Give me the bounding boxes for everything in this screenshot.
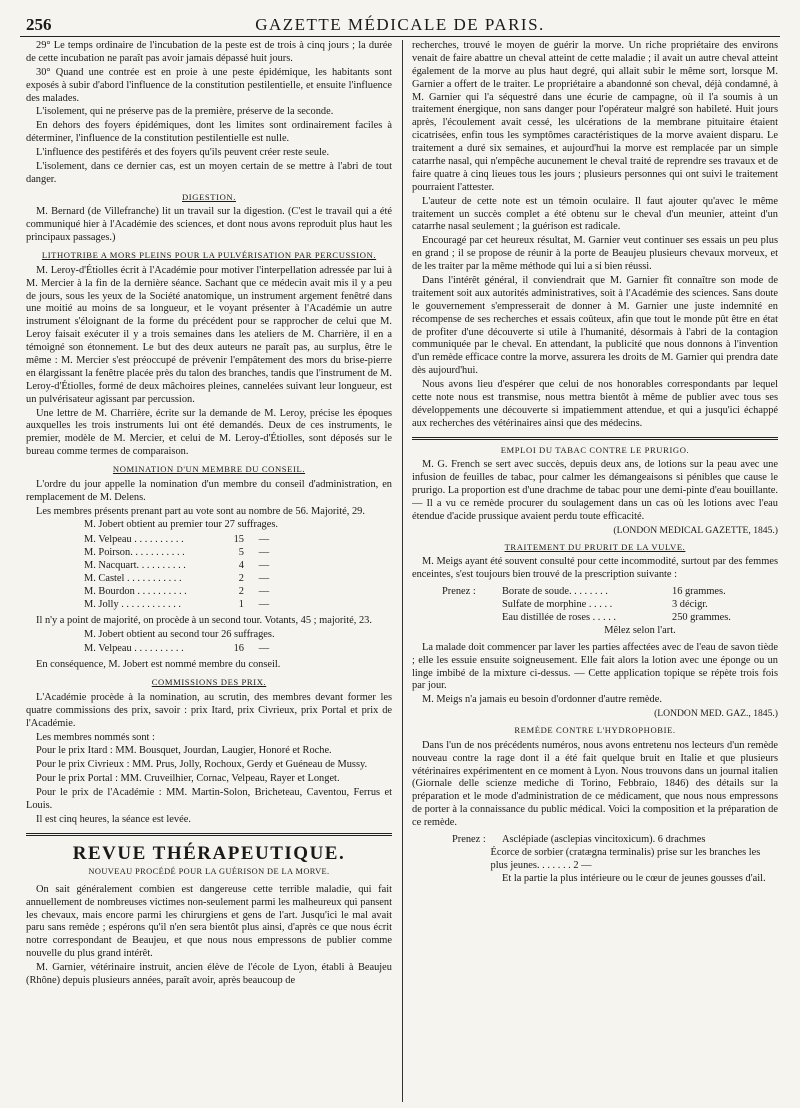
prescription-row [502,599,778,612]
paragraph: L'isolement, qui ne préserve pas de la première, préserve de la seconde. [36,106,334,118]
vote-list-second-round [84,643,392,656]
page-header [20,10,780,37]
section-rule [412,437,778,440]
ditto-mark: — [258,560,270,572]
vote-second-round-intro: M. Jobert obtient au second tour 26 suffrages. [84,628,275,640]
section-title-digestion: DIGESTION. [182,191,236,202]
paragraph: M. Leroy-d'Étiolles écrit à l'Académie pour motiver l'interpellation adressée par lui à M. Mercier à la fin de la dernière séance. Sachant que ce médecin avait mis il y a peu de jours, sous les yeux de la Société anatomique, un instrument argement fenêtré dans une moitié au moins de sa longueur, et le voyant présenter à l'Académie un autre instrument s'éloignant de la forme du précédent pour se rapprocher de celui que M. Leroy faisait exécuter il y a trois semaines dans les ateliers de M. Charrière, il en a témoigné son étonnement. Le but des deux auteurs ne paraît pas, au surplus, être le même : M. Mercier s'est préoccupé de prévenir l'empâtement des mors du brise-pierre en élargissant la fenêtre placée près du talon des branches, tandis que l'instrument de M. Leroy-d'Étiolles, formé de deux mâchoires pleines, cannelées suivant leur longueur, est un pulvérisateur agissant par percussion. [26,264,392,405]
candidate-name: M. Poirson. . . . . . . . . . . [84,547,185,559]
section-title-prurit: TRAITEMENT DU PRURIT DE LA VULVE. [504,541,686,552]
candidate-name: M. Castel . . . . . . . . . . . [84,573,182,585]
vote-row [84,560,314,573]
ditto-mark: — [258,585,270,597]
candidate-name: M. Jolly . . . . . . . . . . . . [84,598,181,610]
paragraph: Encouragé par cet heureux résultat, M. Garnier veut continuer ses essais un peu plus en grand ; il se propose de réunir à la porte de Beaujeu plusieurs chevaux morveux, et de les traiter par la même méthode qui lui a si bien réussi. [412,235,778,273]
prescription-row [502,586,778,599]
ditto-mark: — [258,643,270,655]
ingredient-row [452,873,778,886]
vote-list-first-round [84,534,392,611]
paragraph: Les membres présents prenant part au vote sont au nombre de 56. Majorité, 29. [36,505,365,517]
vote-row [84,573,314,586]
candidate-name: M. Bourdon . . . . . . . . . . [84,585,187,597]
section-title-lithotribe: LITHOTRIBE A MORS PLEINS POUR LA PULVÉRISATION PAR PERCUSSION. [41,250,377,261]
section-title-tabac: EMPLOI DU TABAC CONTRE LE PRURIGO. [500,444,690,455]
ditto-mark: — [258,573,270,585]
paragraph: Il n'y a point de majorité, on procède à un second tour. Votants, 45 ; majorité, 23. [36,614,372,626]
paragraph: L'Académie procède à la nomination, au scrutin, des membres devant former les quatre commissions des prix, savoir : prix Itard, prix Civrieux, prix Portal et prix de l'Académie. [26,691,392,729]
revue-title: REVUE THÉRAPEUTIQUE. [72,842,346,864]
section-rule [26,833,392,836]
paragraph: M. Garnier, vétérinaire instruit, ancien élève de l'école de Lyon, établi à Beaujeu (Rhône) depuis plusieurs années, paraît avoir, après beaucoup de [26,962,392,987]
ditto-mark: — [258,534,270,546]
paragraph: Les membres nommés sont : [36,731,155,743]
source-citation: (LONDON MED. GAZ., 1845.) [654,708,778,720]
paragraph: 30° Quand une contrée est en proie à une peste épidémique, les habitants sont exposés à subir d'abord l'influence de la constitution pestilentielle, et ensuite l'influence des malades. [26,66,392,104]
journal-title: GAZETTE MÉDICALE DE PARIS. [255,15,545,34]
section-title-nomination: NOMINATION D'UN MEMBRE DU CONSEIL. [112,464,306,475]
ingredient-row [452,834,778,847]
prescription-label: Prenez : [442,586,476,598]
section-title-prix: COMMISSIONS DES PRIX. [151,677,267,688]
paragraph: M. Meigs n'a jamais eu besoin d'ordonner d'autre remède. [422,694,662,706]
source-citation: (LONDON MEDICAL GAZETTE, 1845.) [613,524,778,536]
ingredient-list [452,834,778,886]
vote-count: 2 [238,573,244,585]
quantity: 3 décigr. [672,599,708,611]
vote-first-round-intro: M. Jobert obtient au premier tour 27 suffrages. [84,519,279,531]
paragraph: La malade doit commencer par laver les parties affectées avec de l'eau de savon tiède ; elle les essuie ensuite soigneusement. Elle fait alors la lotion avec une éponge ou un linge imbibé de la mixture ci-dessus. — Cette application topique se répète trois fois par jour. [412,641,778,692]
ingredient: Sulfate de morphine . . . . . [502,599,613,611]
prescription-row [502,612,778,625]
paragraph: recherches, trouvé le moyen de guérir la morve. Un riche propriétaire des environs venait de faire abattre un cheval atteint de cette maladie ; il avait un autre cheval atteint également de la morve au plus haut degré, qui allait subir le même sort, lorsque M. Garnier a offert de le traiter. Le propriétaire a abandonné son cheval, déjà condamné, à M. Garnier qui l'a séquestré dans une écurie de campagne, où il l'a soumis à un traitement énergique, non sans danger pour l'opérateur malgré son habileté. Huit jours après, l'écoulement avait cessé, les ulcérations de la membrane pituitaire étaient cicatrisées, enfin tous les symptômes caractéristiques de la morve avaient disparu. Le traitement a duré six semaines, et aujourd'hui la morve est remplacée par un simple catarrhe nasal, qui n'empêche aucunement le cheval traité de reprendre ses travaux et de faire quatre à cinq lieues tous les jours ; plusieurs personnes qui ont suivi le traitement pourraient l'attester. [412,40,778,193]
prescription-items [502,586,778,638]
vote-count: 5 [238,547,244,559]
vote-count: 4 [238,560,244,572]
vote-count: 15 [233,534,244,546]
prescription-note: Mêlez selon l'art. [604,624,676,636]
paragraph: M. Meigs ayant été souvent consulté pour cette incommodité, surtout par des femmes enceintes, s'est toujours bien trouvé de la prescription suivante : [412,556,778,581]
paragraph: En dehors des foyers épidémiques, dont les limites sont ordinairement faciles à déterminer, l'influence de la constitution pestilentielle est nulle. [26,120,392,145]
ingredient: Asclépiade (asclepias vincitoxicum). 6 drachmes [502,833,706,845]
paragraph: Pour le prix Civrieux : MM. Prus, Jolly, Rochoux, Gerdy et Guéneau de Mussy. [36,759,368,771]
paragraph: L'ordre du jour appelle la nomination d'un membre du conseil d'administration, en remplacement de M. Delens. [26,478,392,503]
vote-row [84,643,314,656]
ingredient: Écorce de sorbier (cratægna terminalis) prise sur les branches les plus jeunes. . . . . . . 2 — [490,846,761,871]
quantity: 250 grammes. [672,611,731,623]
ditto-mark: — [258,547,270,559]
prescription-label: Prenez : [452,833,486,845]
vote-row [84,586,314,599]
paragraph: Dans l'un de nos précédents numéros, nous avons entretenu nos lecteurs d'un remède nouveau contre la rage dont il a été fait quelque bruit en Italie et que plusieurs vétérinaires expérimentent en ce moment à Lyon. Nous trouvons dans un journal italien (Giornale delle scienze mediche di Torino, Febbraio, 1846) des détails sur la préparation et le mode d'administration de ce médicament, que nous nous empressons de porter à la connaissance du public médical. Voici la composition et la préparation de ce remède. [412,739,778,829]
ingredient: Eau distillée de roses . . . . . [502,611,616,623]
ingredient-row [452,847,778,873]
left-column [26,40,392,1102]
page-number: 256 [26,15,52,34]
ditto-mark: — [258,598,270,610]
quantity: 16 grammes. [672,586,726,598]
right-column [412,40,778,1102]
vote-count: 2 [238,585,244,597]
vote-count: 16 [233,643,244,655]
paragraph: Dans l'intérêt général, il conviendrait que M. Garnier fît connaître son mode de traitement soit aux autorités administratives, soit à l'Académie des sciences. Sans doute le gouvernement s'empresserait de donner à M. Garnier une juste indemnité en récompense de ses recherches et essais coûteux, afin que tout le monde pût être en état de profiter d'une découverte si utile à l'humanité, désormais à l'abri de la contagion communiquée par le cheval. En attendant, la publicité que nous donnons à l'invention d'un remède efficace contre la morve, assurera les droits de M. Garnier qui prendra date dès aujourd'hui. [412,275,778,377]
section-title-hydrophobie: REMÈDE CONTRE L'HYDROPHOBIE. [514,725,676,736]
vote-row [84,547,314,560]
paragraph: Pour le prix Portal : MM. Cruveilhier, Cornac, Velpeau, Rayer et Longet. [36,773,340,785]
prescription [442,586,778,638]
paragraph: 29° Le temps ordinaire de l'incubation de la peste est de trois à cinq jours ; la durée de cette incubation ne paraît pas avoir jamais dépassé huit jours. [26,40,392,64]
vote-count: 1 [238,598,244,610]
ingredient: Borate de soude. . . . . . . . [502,586,608,598]
paragraph: Nous avons lieu d'espérer que celui de nos honorables correspondants par lequel cette note nous est transmise, nous mettra bientôt à même de publier avec tous ses développements une découverte si impatiemment attendue, et qui a jusqu'ici échappé aux recherches des vétérinaires ainsi que des médecins. [412,379,778,429]
paragraph: Pour le prix de l'Académie : MM. Martin-Solon, Bricheteau, Caventou, Ferrus et Louis. [26,787,392,812]
candidate-name: M. Nacquart. . . . . . . . . . [84,560,186,572]
paragraph: On sait généralement combien est dangereuse cette terrible maladie, qui fait annuellement de nombreuses victimes non-seulement parmi les malheureux qui pansent les chevaux, mais encore parmi les chirurgiens et gens de l'art. Jusqu'ici le mal avait paru sans remède ; espérons qu'il n'en sera bientôt plus ainsi, d'après ce que nous écrit notre correspondant de Beaujeu, et que nous nous empressons de publier comme nouvelle du plus grand intérêt. [26,883,392,960]
paragraph: Une lettre de M. Charrière, écrite sur la demande de M. Leroy, précise les époques auxquelles les trois instruments lui ont été demandés. Deux de ces instruments, le premier, modèle de M. Mercier, et celui de M. Leroy-d'Étiolles, sont déposés sur le bureau comme termes de comparaison. [26,407,392,458]
revue-subtitle: NOUVEAU PROCÉDÉ POUR LA GUÉRISON DE LA MORVE. [88,867,330,877]
paragraph: L'isolement, dans ce dernier cas, est un moyen certain de se mettre à l'abri de tout danger. [26,161,392,185]
paragraph: M. G. French se sert avec succès, depuis deux ans, de lotions sur la peau avec une infusion de feuilles de tabac, pour calmer les démangeaisons si pénibles que cause le prurigo. La proportion est d'une drachme de tabac pour une demi-pinte d'eau bouillante. — Il a vu ce remède procurer du soulagement dans un cas où les lotions avec l'eau étendue d'acide prussique avaient perdu toute efficacité. [412,459,778,522]
ingredient: Et la partie la plus intérieure ou le cœur de jeunes gousses d'ail. [502,872,766,884]
paragraph: Il est cinq heures, la séance est levée. [36,813,191,825]
paragraph: L'influence des pestiférés et des foyers qu'ils peuvent créer reste seule. [36,147,330,159]
candidate-name: M. Velpeau . . . . . . . . . . [84,534,184,546]
vote-row [84,534,314,547]
paragraph: Pour le prix Itard : MM. Bousquet, Jourdan, Laugier, Honoré et Roche. [36,745,332,757]
candidate-name: M. Velpeau . . . . . . . . . . [84,643,184,655]
paragraph: L'auteur de cette note est un témoin oculaire. Il faut ajouter qu'avec le même traitement un succès complet a été obtenu sur le cheval d'un meunier, atteint d'un catarrhe nasal seulement ; la guérison est radicale. [412,195,778,233]
column-divider [402,40,403,1102]
vote-row [84,599,314,612]
paragraph: En conséquence, M. Jobert est nommé membre du conseil. [36,659,281,671]
paragraph: M. Bernard (de Villefranche) lit un travail sur la digestion. (C'est le travail qui a été communiqué hier à l'Académie des sciences, et dont nous avons reproduit plus haut les principaux passages.) [26,206,392,244]
